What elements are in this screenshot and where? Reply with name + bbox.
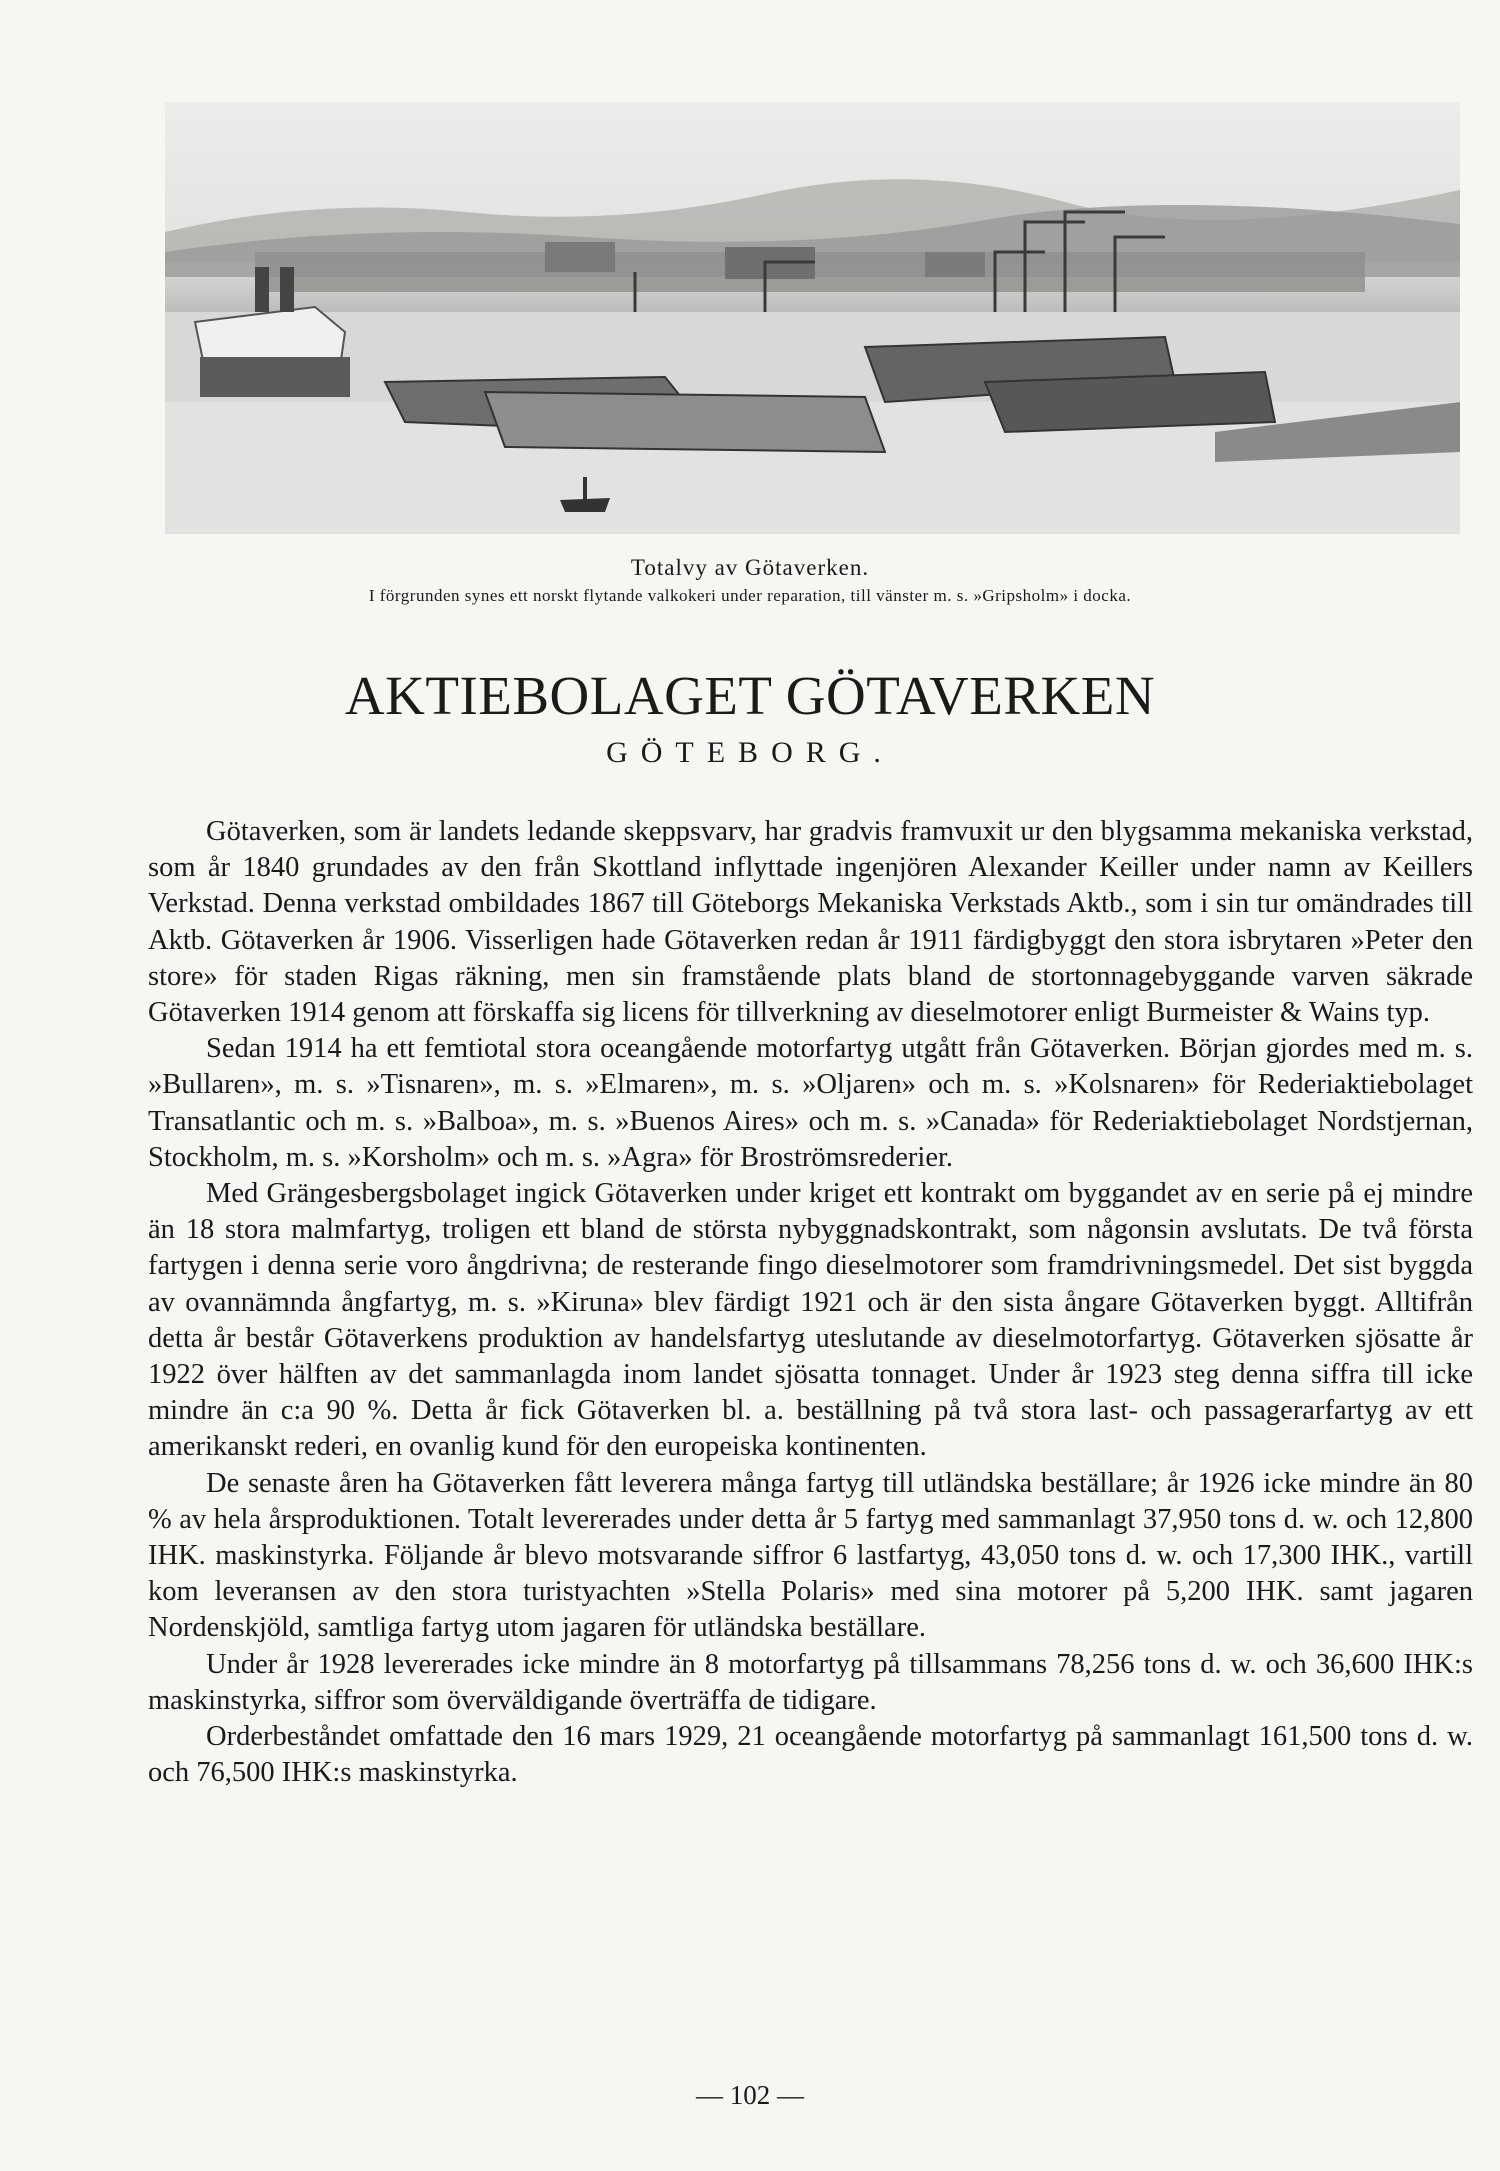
company-title: AKTIEBOLAGET GÖTAVERKEN xyxy=(344,665,1156,726)
city-subtitle: GÖTEBORG. xyxy=(606,736,894,769)
paragraph-1928: Under år 1928 levererades icke mindre än 8 motorfartyg på tillsammans 78,256 tons d. w. och 36,600 IHK:s maskinstyrka, siffror som överväldigande överträffa de tidigare. xyxy=(148,1648,1473,1716)
page-number: — 102 — xyxy=(696,2080,804,2110)
paragraph-motor-ships: Sedan 1914 ha ett femtiotal stora oceangående motorfartyg utgått från Götaverken. Början gjordes med m. s. »Bullaren», m. s. »Tisnaren», m. s. »Elmaren», m. s. »Oljaren» och m. s. »Kolsnaren» för Rederiaktiebolaget Transatlantic och m. s. »Balboa», m. s. »Buenos Aires» och m. s. »Canada» för Rederiaktiebolaget Nordstjernan, Stockholm, m. s. »Korsholm» och m. s. »Agra» för Broströmsrederier. xyxy=(148,1033,1473,1173)
paragraph-history: Götaverken, som är landets ledande skeppsvarv, har gradvis framvuxit ur den blygsamma mekaniska verkstad, som år 1840 grundades av den från Skottland inflyttade ingenjören Alexander Keiller under namn av Keillers Verkstad. Denna verkstad ombildades 1867 till Göteborgs Mekaniska Verkstads Aktb., som i sin tur omändrades till Aktb. Götaverken år 1906. Visserligen hade Götaverken redan år 1911 färdigbyggt den stora isbrytaren »Peter den store» för staden Rigas räkning, men sin framstående plats bland de stortonnagebyggande varven säkrade Götaverken 1914 genom att förskaffa sig licens för tillverkning av dieselmotorer enligt Burmeister & Wains typ. xyxy=(148,816,1473,1029)
paragraph-orders: Orderbeståndet omfattade den 16 mars 1929, 21 oceangående motorfartyg på sammanlagt 161,500 tons d. w. och 76,500 IHK:s maskinstyrka. xyxy=(148,1721,1473,1789)
photo-caption-title: Totalvy av Götaverken. xyxy=(630,555,870,580)
shipyard-panorama-illustration xyxy=(165,102,1460,534)
photo-caption-subtitle: I förgrunden synes ett norskt flytande valkokeri under reparation, till vänster m. s. »Gripsholm» i docka. xyxy=(368,586,1132,605)
article-body xyxy=(148,814,1473,1791)
shipyard-photo xyxy=(165,102,1460,534)
paragraph-exports: De senaste åren ha Götaverken fått leverera många fartyg till utländska beställare; år 1926 icke mindre än 80 % av hela årsproduktionen. Totalt levererades under detta år 5 fartyg med sammanlagt 37,950 tons d. w. och 12,800 IHK. maskinstyrka. Följande år blevo motsvarande siffror 6 lastfartyg, 43,050 tons d. w. och 17,300 IHK., vartill kom leveransen av den stora turistyachten »Stella Polaris» med sina motorer på 5,200 IHK. samt jagaren Nordenskjöld, samtliga fartyg utom jagaren för utländska beställare. xyxy=(148,1467,1473,1644)
paragraph-ore-ships: Med Grängesbergsbolaget ingick Götaverken under kriget ett kontrakt om byggandet av en serie på ej mindre än 18 stora malmfartyg, troligen ett bland de största nybyggnadskontrakt, som någonsin avslutats. De två första fartygen i denna serie voro ångdrivna; de resterande fingo dieselmotorer som framdrivningsmedel. Det sist byggda av ovannämnda ångfartyg, m. s. »Kiruna» blev färdigt 1921 och är den sista ångare Götaverken byggt. Alltifrån detta år består Götaverkens produktion av handelsfartyg uteslutande av dieselmotorfartyg. Götaverken sjösatte år 1922 över hälften av det sammanlagda inom landet sjösatta tonnaget. Under år 1923 steg denna siffra till icke mindre än c:a 90 %. Detta år fick Götaverken bl. a. beställning på två stora last- och passagerarfartyg av ett amerikanskt rederi, en ovanlig kund för den europeiska kontinenten. xyxy=(148,1178,1473,1463)
